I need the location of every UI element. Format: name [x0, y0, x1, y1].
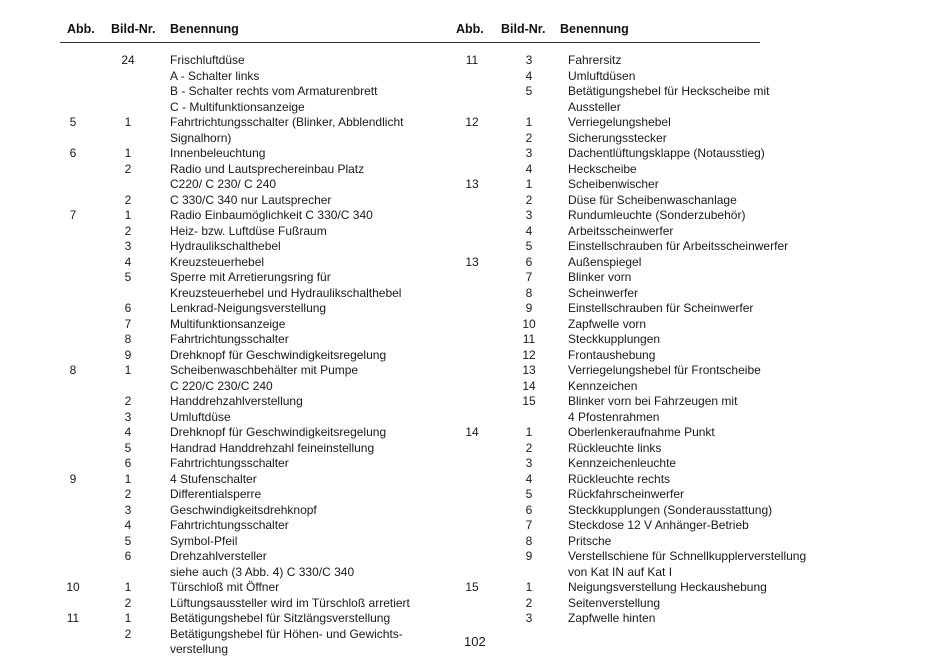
row-benennung: Fahrtrichtungsschalter (Blinker, Abblendlicht: [170, 115, 404, 129]
row-benennung: Hydraulikschalthebel: [170, 239, 281, 253]
row-bild-nr: 3: [124, 502, 132, 517]
row-bild-nr: 6: [124, 301, 132, 315]
row-bild-nr: 8: [124, 332, 132, 346]
row-benennung: Pritsche: [568, 533, 612, 548]
row-benennung: Sicherungsstecker: [568, 130, 667, 145]
table-row: [450, 69, 780, 85]
row-bild-nr: 5: [525, 84, 533, 98]
row-bild-nr: 8: [525, 285, 533, 300]
row-bild-nr: 4: [525, 223, 533, 238]
row-bild-nr: 3: [525, 456, 533, 470]
table-row: [450, 270, 780, 286]
row-benennung: C 220/C 230/C 240: [170, 378, 273, 393]
row-bild-nr: 5: [124, 270, 132, 284]
row-abb: 8: [69, 363, 77, 377]
row-benennung: Umluftdüse: [170, 409, 231, 424]
row-benennung: Heiz- bzw. Luftdüse Fußraum: [170, 223, 327, 238]
row-abb: 12: [465, 115, 479, 129]
table-row: [450, 208, 780, 224]
row-benennung: Kreuzsteuerhebel: [170, 254, 265, 269]
row-bild-nr: 7: [124, 316, 132, 331]
table-row: [450, 53, 780, 69]
row-benennung: Blinker vorn: [568, 270, 632, 284]
row-bild-nr: 4: [124, 425, 132, 439]
table-row: [450, 534, 780, 550]
header-abb: Abb.: [456, 22, 484, 36]
row-bild-nr: 4: [124, 518, 132, 532]
row-bild-nr: 2: [525, 595, 533, 610]
table-row: [450, 115, 780, 131]
table-row: [0, 208, 450, 224]
row-bild-nr: 2: [124, 626, 132, 641]
row-abb: 13: [465, 254, 479, 269]
row-benennung: Kreuzsteuerhebel und Hydraulikschalthebel: [170, 285, 402, 300]
table-row: [0, 394, 450, 410]
row-benennung: von Kat IN auf Kat I: [568, 564, 673, 579]
table-row: [0, 162, 450, 178]
row-benennung: Steckdose 12 V Anhänger-Betrieb: [568, 518, 749, 532]
row-benennung: Rückleuchte rechts: [568, 471, 671, 486]
row-bild-nr: 2: [525, 440, 533, 455]
row-bild-nr: 4: [525, 161, 533, 176]
row-abb: 5: [69, 115, 77, 129]
row-bild-nr: 1: [124, 471, 132, 486]
row-benennung: B - Schalter rechts vom Armaturenbrett: [170, 84, 378, 98]
row-bild-nr: 4: [525, 471, 533, 486]
row-bild-nr: 1: [124, 580, 132, 594]
row-benennung: Umluftdüsen: [568, 68, 636, 83]
table-row: [450, 487, 780, 503]
row-bild-nr: 3: [124, 409, 132, 424]
row-bild-nr: 2: [124, 595, 132, 610]
table-row: [450, 565, 780, 581]
row-benennung: Sperre mit Arretierungsring für: [170, 270, 331, 284]
table-row: [450, 580, 780, 596]
row-abb: 11: [465, 53, 479, 67]
row-abb: 9: [69, 471, 77, 486]
table-row: [450, 518, 780, 534]
row-benennung: Neigungsverstellung Heckaushebung: [568, 580, 767, 594]
table-row: [0, 84, 450, 100]
row-benennung: C 330/C 340 nur Lautsprecher: [170, 192, 332, 207]
table-row: [450, 503, 780, 519]
table-row: [0, 611, 450, 627]
row-benennung: Frischluftdüse: [170, 53, 245, 67]
table-row: [450, 255, 780, 271]
row-benennung: Fahrersitz: [568, 53, 622, 67]
row-benennung: Oberlenkeraufnahme Punkt: [568, 425, 715, 439]
table-row: [450, 286, 780, 302]
table-row: [450, 224, 780, 240]
table-row: [0, 549, 450, 565]
table-row: [450, 410, 780, 426]
table-row: [0, 534, 450, 550]
row-benennung: 4 Stufenschalter: [170, 471, 257, 486]
table-row: [0, 255, 450, 271]
table-row: [0, 565, 450, 581]
row-benennung: Signalhorn): [170, 130, 232, 145]
row-bild-nr: 3: [525, 53, 533, 67]
table-row: [0, 518, 450, 534]
row-bild-nr: 6: [124, 456, 132, 470]
page-number: 102: [464, 634, 486, 649]
row-benennung: Steckkupplungen (Sonderausstattung): [568, 502, 773, 517]
row-benennung: Einstellschrauben für Arbeitsscheinwerfer: [568, 239, 789, 253]
table-row: [450, 162, 780, 178]
row-bild-nr: 1: [124, 611, 132, 625]
row-bild-nr: 3: [124, 239, 132, 253]
row-benennung: Betätigungshebel für Höhen- und Gewichts-: [170, 626, 403, 641]
table-row: [0, 410, 450, 426]
row-bild-nr: 1: [124, 363, 132, 377]
header-abb: Abb.: [67, 22, 95, 36]
row-bild-nr: 5: [124, 533, 132, 548]
row-benennung: Radio und Lautsprechereinbau Platz: [170, 161, 365, 176]
table-row: [0, 456, 450, 472]
row-abb: 7: [69, 208, 77, 222]
row-bild-nr: 6: [124, 549, 132, 563]
table-row: [450, 611, 780, 627]
row-benennung: Heckscheibe: [568, 161, 637, 176]
table-row: [0, 286, 450, 302]
row-bild-nr: 10: [522, 316, 536, 331]
row-bild-nr: 15: [522, 394, 536, 408]
row-benennung: Frontaushebung: [568, 347, 656, 362]
table-row: [450, 317, 780, 333]
row-benennung: Aussteller: [568, 99, 621, 114]
row-bild-nr: 6: [525, 254, 533, 269]
row-benennung: Arbeitsscheinwerfer: [568, 223, 674, 238]
table-row: [450, 363, 780, 379]
row-benennung: Einstellschrauben für Scheinwerfer: [568, 301, 754, 315]
table-row: [450, 549, 807, 565]
row-abb: 6: [69, 146, 77, 160]
row-benennung: siehe auch (3 Abb. 4) C 330/C 340: [170, 564, 355, 579]
row-benennung: Türschloß mit Öffner: [170, 580, 280, 594]
table-row: [0, 487, 450, 503]
left-rows: [0, 53, 450, 658]
table-row: [0, 642, 450, 658]
right-rows: [450, 53, 807, 627]
row-benennung: Scheibenwischer: [568, 177, 659, 191]
row-bild-nr: 2: [124, 487, 132, 501]
table-row: [0, 100, 450, 116]
row-bild-nr: 1: [525, 177, 533, 191]
row-benennung: Zapfwelle vorn: [568, 316, 647, 331]
header-rule-right: [450, 42, 760, 43]
row-bild-nr: 1: [525, 580, 533, 594]
table-row: [0, 301, 450, 317]
row-bild-nr: 1: [124, 208, 132, 222]
row-bild-nr: 5: [124, 440, 132, 455]
header-bild-nr: Bild-Nr.: [501, 22, 546, 36]
table-row: [0, 425, 450, 441]
row-benennung: Lüftungsaussteller wird im Türschloß arretiert: [170, 595, 410, 610]
row-benennung: Rückleuchte links: [568, 440, 662, 455]
table-row: [0, 317, 450, 333]
row-bild-nr: 9: [525, 549, 533, 563]
row-bild-nr: 12: [522, 347, 536, 362]
row-benennung: Betätigungshebel für Sitzlängsverstellung: [170, 611, 391, 625]
row-benennung: Seitenverstellung: [568, 595, 661, 610]
row-benennung: A - Schalter links: [170, 68, 260, 83]
table-row: [450, 301, 780, 317]
row-benennung: C - Multifunktionsanzeige: [170, 99, 305, 114]
row-bild-nr: 1: [124, 115, 132, 129]
row-benennung: Geschwindigkeitsdrehknopf: [170, 502, 317, 517]
table-row: [0, 332, 450, 348]
table-row: [450, 472, 780, 488]
row-benennung: Lenkrad-Neigungsverstellung: [170, 301, 327, 315]
row-benennung: Düse für Scheibenwaschanlage: [568, 192, 737, 207]
row-benennung: Betätigungshebel für Heckscheibe mit: [568, 84, 770, 98]
table-row: [450, 146, 780, 162]
row-bild-nr: 1: [525, 425, 533, 439]
row-benennung: Dachentlüftungsklappe (Notausstieg): [568, 146, 765, 160]
table-row: [450, 100, 780, 116]
row-abb: 11: [66, 611, 80, 625]
row-bild-nr: 11: [522, 332, 536, 346]
row-abb: 15: [465, 580, 479, 594]
row-bild-nr: 9: [124, 347, 132, 362]
row-bild-nr: 2: [525, 192, 533, 207]
row-benennung: Rückfahrscheinwerfer: [568, 487, 685, 501]
row-bild-nr: 1: [525, 115, 533, 129]
table-row: [0, 472, 450, 488]
table-row: [450, 394, 780, 410]
table-row: [450, 379, 780, 395]
row-bild-nr: 6: [525, 502, 533, 517]
row-bild-nr: 3: [525, 611, 533, 625]
row-benennung: Rundumleuchte (Sonderzubehör): [568, 208, 746, 222]
table-row: [450, 596, 780, 612]
row-benennung: Zapfwelle hinten: [568, 611, 656, 625]
table-row: [0, 270, 450, 286]
row-benennung: Außenspiegel: [568, 254, 642, 269]
row-bild-nr: 7: [525, 270, 533, 284]
row-abb: 13: [465, 177, 479, 191]
row-benennung: Verriegelungshebel: [568, 115, 671, 129]
row-abb: 14: [465, 425, 479, 439]
table-row: [450, 84, 780, 100]
header-bild-nr: Bild-Nr.: [111, 22, 156, 36]
row-benennung: verstellung: [170, 642, 229, 656]
row-benennung: Scheinwerfer: [568, 285, 639, 300]
row-benennung: Kennzeichen: [568, 378, 638, 393]
row-bild-nr: 13: [522, 363, 536, 377]
table-row: [0, 580, 450, 596]
header-benennung: Benennung: [170, 22, 239, 36]
row-benennung: Blinker vorn bei Fahrzeugen mit: [568, 394, 738, 408]
row-benennung: Fahrtrichtungsschalter: [170, 332, 289, 346]
row-benennung: Handdrehzahlverstellung: [170, 394, 303, 408]
row-benennung: Differentialsperre: [170, 487, 262, 501]
table-row: [0, 348, 450, 364]
header-benennung: Benennung: [560, 22, 629, 36]
row-benennung: Drehknopf für Geschwindigkeitsregelung: [170, 347, 387, 362]
table-row: [450, 239, 789, 255]
row-bild-nr: 4: [525, 68, 533, 83]
row-bild-nr: 7: [525, 518, 533, 532]
table-row: [0, 146, 450, 162]
row-benennung: Drehzahlversteller: [170, 549, 267, 563]
row-bild-nr: 24: [121, 53, 135, 67]
table-row: [0, 627, 450, 643]
row-benennung: Innenbeleuchtung: [170, 146, 266, 160]
row-benennung: 4 Pfostenrahmen: [568, 409, 660, 424]
row-bild-nr: 4: [124, 254, 132, 269]
row-bild-nr: 9: [525, 301, 533, 315]
table-row: [0, 69, 450, 85]
row-benennung: Multifunktionsanzeige: [170, 316, 286, 331]
table-row: [0, 596, 450, 612]
table-row: [450, 131, 780, 147]
row-bild-nr: 2: [124, 192, 132, 207]
table-row: [0, 441, 450, 457]
row-bild-nr: 5: [525, 239, 533, 253]
table-row: [450, 177, 780, 193]
row-bild-nr: 8: [525, 533, 533, 548]
row-benennung: Fahrtrichtungsschalter: [170, 456, 289, 470]
table-row: [450, 456, 780, 472]
row-bild-nr: 14: [522, 378, 536, 393]
row-bild-nr: 2: [124, 394, 132, 408]
row-benennung: Verriegelungshebel für Frontscheibe: [568, 363, 761, 377]
row-bild-nr: 1: [124, 146, 132, 160]
table-row: [450, 193, 780, 209]
table-row: [0, 177, 450, 193]
row-benennung: Drehknopf für Geschwindigkeitsregelung: [170, 425, 387, 439]
table-row: [0, 363, 450, 379]
row-benennung: Symbol-Pfeil: [170, 533, 238, 548]
row-benennung: Verstellschiene für Schnellkupplerverstellung: [568, 549, 807, 563]
row-benennung: Steckkupplungen: [568, 332, 661, 346]
table-row: [0, 131, 450, 147]
row-abb: 10: [66, 580, 80, 594]
table-row: [450, 348, 780, 364]
row-benennung: Radio Einbaumöglichkeit C 330/C 340: [170, 208, 373, 222]
row-benennung: Handrad Handdrehzahl feineinstellung: [170, 440, 375, 455]
row-bild-nr: 2: [525, 130, 533, 145]
row-benennung: C220/ C 230/ C 240: [170, 177, 277, 191]
table-row: [450, 425, 780, 441]
table-row: [0, 115, 450, 131]
row-benennung: Fahrtrichtungsschalter: [170, 518, 289, 532]
table-row: [0, 193, 450, 209]
table-row: [0, 379, 450, 395]
table-row: [0, 503, 450, 519]
header-rule-left: [60, 42, 450, 43]
row-bild-nr: 3: [525, 208, 533, 222]
row-bild-nr: 2: [124, 161, 132, 176]
table-row: [450, 441, 780, 457]
row-benennung: Kennzeichenleuchte: [568, 456, 677, 470]
row-bild-nr: 5: [525, 487, 533, 501]
row-bild-nr: 3: [525, 146, 533, 160]
row-benennung: Scheibenwaschbehälter mit Pumpe: [170, 363, 359, 377]
row-bild-nr: 2: [124, 223, 132, 238]
table-row: [0, 239, 450, 255]
table-row: [0, 53, 450, 69]
table-row: [450, 332, 780, 348]
table-row: [0, 224, 450, 240]
